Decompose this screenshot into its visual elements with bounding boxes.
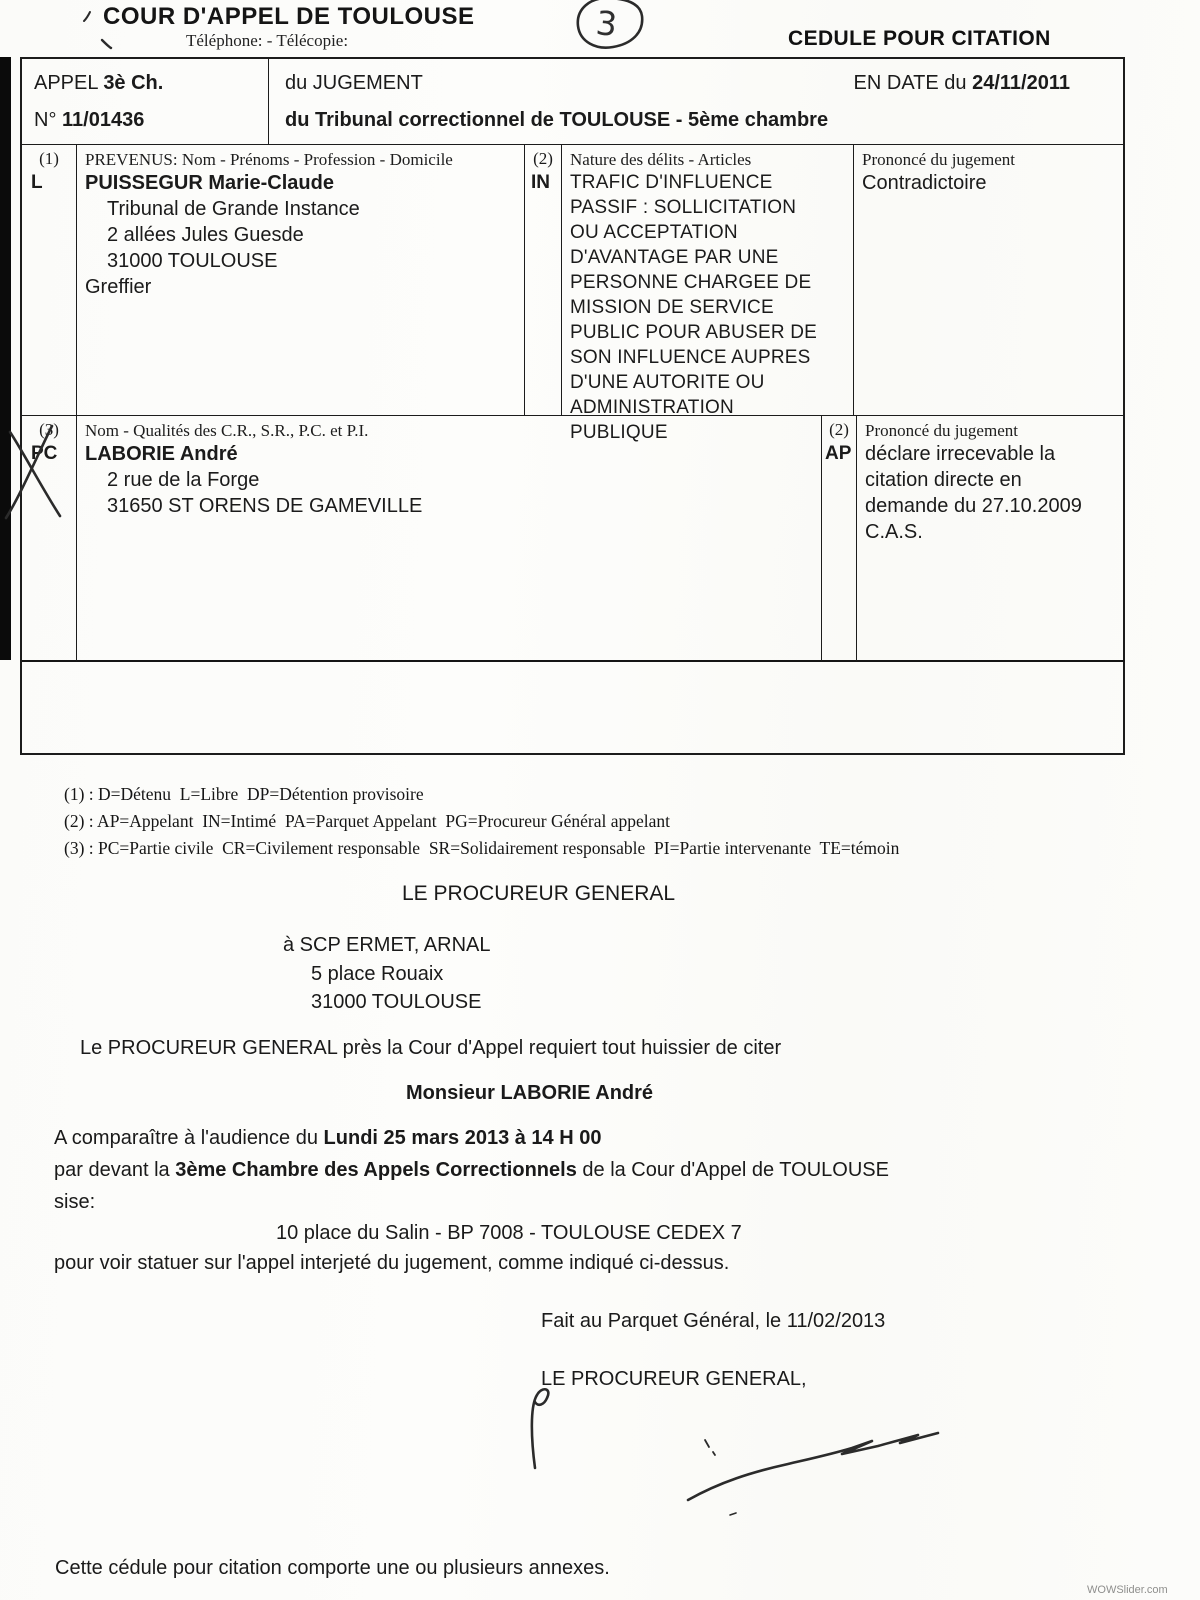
prevenu-judgment-value: Contradictoire: [862, 172, 987, 194]
legend-line-3: (3) : PC=Partie civile CR=Civilement responsable SR=Solidairement responsable PI=Partie intervenante TE=témoin: [64, 838, 900, 858]
case-number: 11/01436: [62, 109, 145, 131]
footnote-ref-2: (2): [533, 149, 553, 168]
partie-address-line: 2 rue de la Forge: [107, 469, 260, 491]
offense-line: OU ACCEPTATION: [570, 222, 738, 243]
handwritten-x-mark: [0, 418, 80, 528]
offense-cell: [562, 145, 854, 443]
appel-chamber: 3è Ch.: [103, 72, 164, 94]
request-line: Le PROCUREUR GENERAL près la Cour d'Appel requiert tout huissier de citer: [80, 1037, 782, 1059]
offense-line: PASSIF : SOLLICITATION: [570, 197, 797, 218]
partie-judgment-cell: [857, 415, 1125, 662]
addressee-name: à SCP ERMET, ARNAL: [283, 934, 491, 956]
partie-judgment-line: citation directe en: [865, 469, 1022, 491]
partie-column-header: Nom - Qualités des C.R., S.R., P.C. et P.I.: [85, 421, 369, 440]
issuer-heading: LE PROCUREUR GENERAL: [402, 882, 676, 905]
prevenu-name: PUISSEGUR Marie-Claude: [85, 172, 334, 194]
partie-role-cell: [822, 415, 857, 662]
partie-judgment-line: demande du 27.10.2009: [865, 495, 1082, 517]
prevenu-address-line: 31000 TOULOUSE: [107, 250, 278, 272]
empty-table-row: [22, 662, 1125, 755]
judgment-column-header: Prononcé du jugement: [865, 421, 1018, 440]
signature-scribble: [480, 1380, 1000, 1520]
legend-line-1: (1) : D=Détenu L=Libre DP=Détention provisoire: [64, 784, 424, 804]
court-chamber: 3ème Chambre des Appels Correctionnels: [175, 1159, 577, 1181]
case-table: [20, 57, 1125, 755]
court-line: [54, 1159, 889, 1182]
page-title: COUR D'APPEL DE TOULOUSE: [103, 3, 475, 30]
cited-person-name: Monsieur LABORIE André: [406, 1082, 654, 1104]
prevenu-profession: Greffier: [85, 276, 152, 298]
scan-artifact-marks: [80, 4, 140, 54]
addressee-street: 5 place Rouaix: [311, 963, 444, 985]
judgment-date: 24/11/2011: [972, 72, 1070, 94]
judgment-label: du JUGEMENT: [285, 72, 423, 94]
footer-annexes-line: Cette cédule pour citation comporte une ou plusieurs annexes.: [55, 1557, 610, 1579]
offense-line: TRAFIC D'INFLUENCE: [570, 172, 773, 193]
sise-line: sise:: [54, 1191, 96, 1213]
court-prefix: par devant la: [54, 1159, 176, 1181]
offense-line: MISSION DE SERVICE: [570, 297, 774, 318]
phone-fax-line: Téléphone: - Télécopie:: [186, 31, 349, 50]
prevenu-identity-cell: [77, 145, 525, 415]
scan-black-edge-bar: [0, 57, 11, 660]
judgment-date-label: EN DATE du: [853, 72, 967, 94]
appel-label: APPEL: [34, 72, 98, 94]
judgment-court-line: du Tribunal correctionnel de TOULOUSE - 5ème chambre: [285, 109, 829, 131]
purpose-line: pour voir statuer sur l'appel interjeté du jugement, comme indiqué ci-dessus.: [54, 1252, 730, 1274]
signature-title: LE PROCUREUR GENERAL,: [541, 1368, 807, 1390]
partie-status-code: PC: [31, 443, 58, 464]
offense-line: ADMINISTRATION: [570, 397, 734, 418]
partie-identity-cell: [77, 415, 822, 662]
addressee-city: 31000 TOULOUSE: [311, 991, 482, 1013]
hearing-prefix: A comparaître à l'audience du: [54, 1127, 324, 1149]
offense-line: SON INFLUENCE AUPRES: [570, 347, 811, 368]
partie-name: LABORIE André: [85, 443, 238, 465]
partie-address-line: 31650 ST ORENS DE GAMEVILLE: [107, 495, 423, 517]
legend-line-2: (2) : AP=Appelant IN=Intimé PA=Parquet Appelant PG=Procureur Général appelant: [64, 811, 670, 831]
prevenu-judgment-cell: [854, 145, 1125, 415]
partie-judgment-line: déclare irrecevable la: [865, 443, 1056, 465]
footnote-ref-3: (3): [39, 420, 59, 439]
document-type-label: CEDULE POUR CITATION: [788, 27, 1051, 50]
hearing-datetime: Lundi 25 mars 2013 à 14 H 00: [323, 1127, 602, 1149]
issued-place-date: Fait au Parquet Général, le 11/02/2013: [541, 1310, 886, 1332]
case-ref-cell: [22, 59, 269, 145]
case-number-label: N°: [34, 109, 57, 131]
judgment-column-header: Prononcé du jugement: [862, 150, 1015, 169]
offense-line: PUBLIQUE: [570, 422, 668, 443]
court-address: 10 place du Salin - BP 7008 - TOULOUSE CEDEX 7: [276, 1222, 742, 1244]
partie-role-code: AP: [825, 443, 852, 464]
prevenu-role-code: IN: [531, 172, 550, 193]
offense-line: PUBLIC POUR ABUSER DE: [570, 322, 818, 343]
prevenu-column-header: PREVENUS: Nom - Prénoms - Profession - Domicile: [85, 150, 453, 169]
judgment-ref-cell: [269, 59, 1125, 145]
partie-judgment-line: C.A.S.: [865, 521, 923, 543]
offense-line: D'AVANTAGE PAR UNE: [570, 247, 779, 268]
offense-column-header: Nature des délits - Articles: [570, 150, 752, 169]
prevenu-address-line: Tribunal de Grande Instance: [107, 198, 360, 220]
footnote-ref-1: (1): [39, 149, 59, 168]
prevenu-status-cell: [22, 145, 77, 415]
watermark: WOWSlider.com: [1087, 1584, 1168, 1596]
footnote-ref-2: (2): [829, 420, 849, 439]
offense-line: D'UNE AUTORITE OU: [570, 372, 765, 393]
detention-status-code: L: [31, 172, 43, 193]
page-number: 3: [594, 3, 619, 44]
offense-line: PERSONNE CHARGEE DE: [570, 272, 812, 293]
hearing-line: [54, 1127, 601, 1150]
prevenu-role-cell: [525, 145, 562, 415]
prevenu-address-line: 2 allées Jules Guesde: [107, 224, 304, 246]
court-suffix: de la Cour d'Appel de TOULOUSE: [576, 1159, 889, 1181]
